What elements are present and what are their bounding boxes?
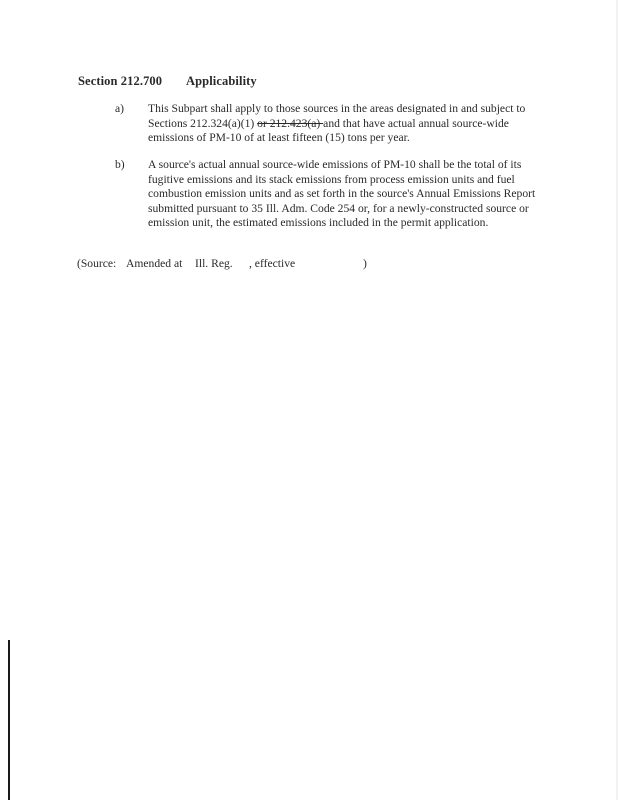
subsection-marker: a) bbox=[115, 102, 125, 115]
source-ill-reg: Ill. Reg. bbox=[195, 257, 233, 270]
subsection-text bbox=[148, 102, 548, 146]
section-heading bbox=[78, 74, 257, 89]
subsection-text-before: This Subpart shall apply to those sources in the areas designated in and subject to Sections 212.324(a)(1) bbox=[148, 102, 526, 130]
subsection-text: A source's actual annual source-wide emissions of PM-10 shall be the total of its fugitive emissions and its stack emissions from process emission units and fuel combustion emission units and as set forth in the source's Annual Emissions Report submitted pursuant to 35 Ill. Adm. Code 254 or, for a newly-constructed source or emission unit, the estimated emissions included in the permit application. bbox=[148, 158, 536, 230]
scan-edge-line bbox=[8, 640, 10, 800]
source-prefix: (Source: bbox=[77, 257, 117, 270]
subsection-text-after: and that have actual annual source-wide emissions of PM-10 of at least fifteen (15) tons per year. bbox=[148, 116, 509, 145]
deleted-text: or 212.423(a) bbox=[257, 116, 324, 130]
source-amended-at: Amended at bbox=[126, 257, 183, 270]
section-title: Applicability bbox=[186, 74, 257, 88]
section-number: Section 212.700 bbox=[78, 74, 163, 88]
subsection-marker: b) bbox=[115, 158, 125, 171]
source-close: ) bbox=[363, 257, 367, 270]
source-effective: , effective bbox=[249, 257, 296, 270]
